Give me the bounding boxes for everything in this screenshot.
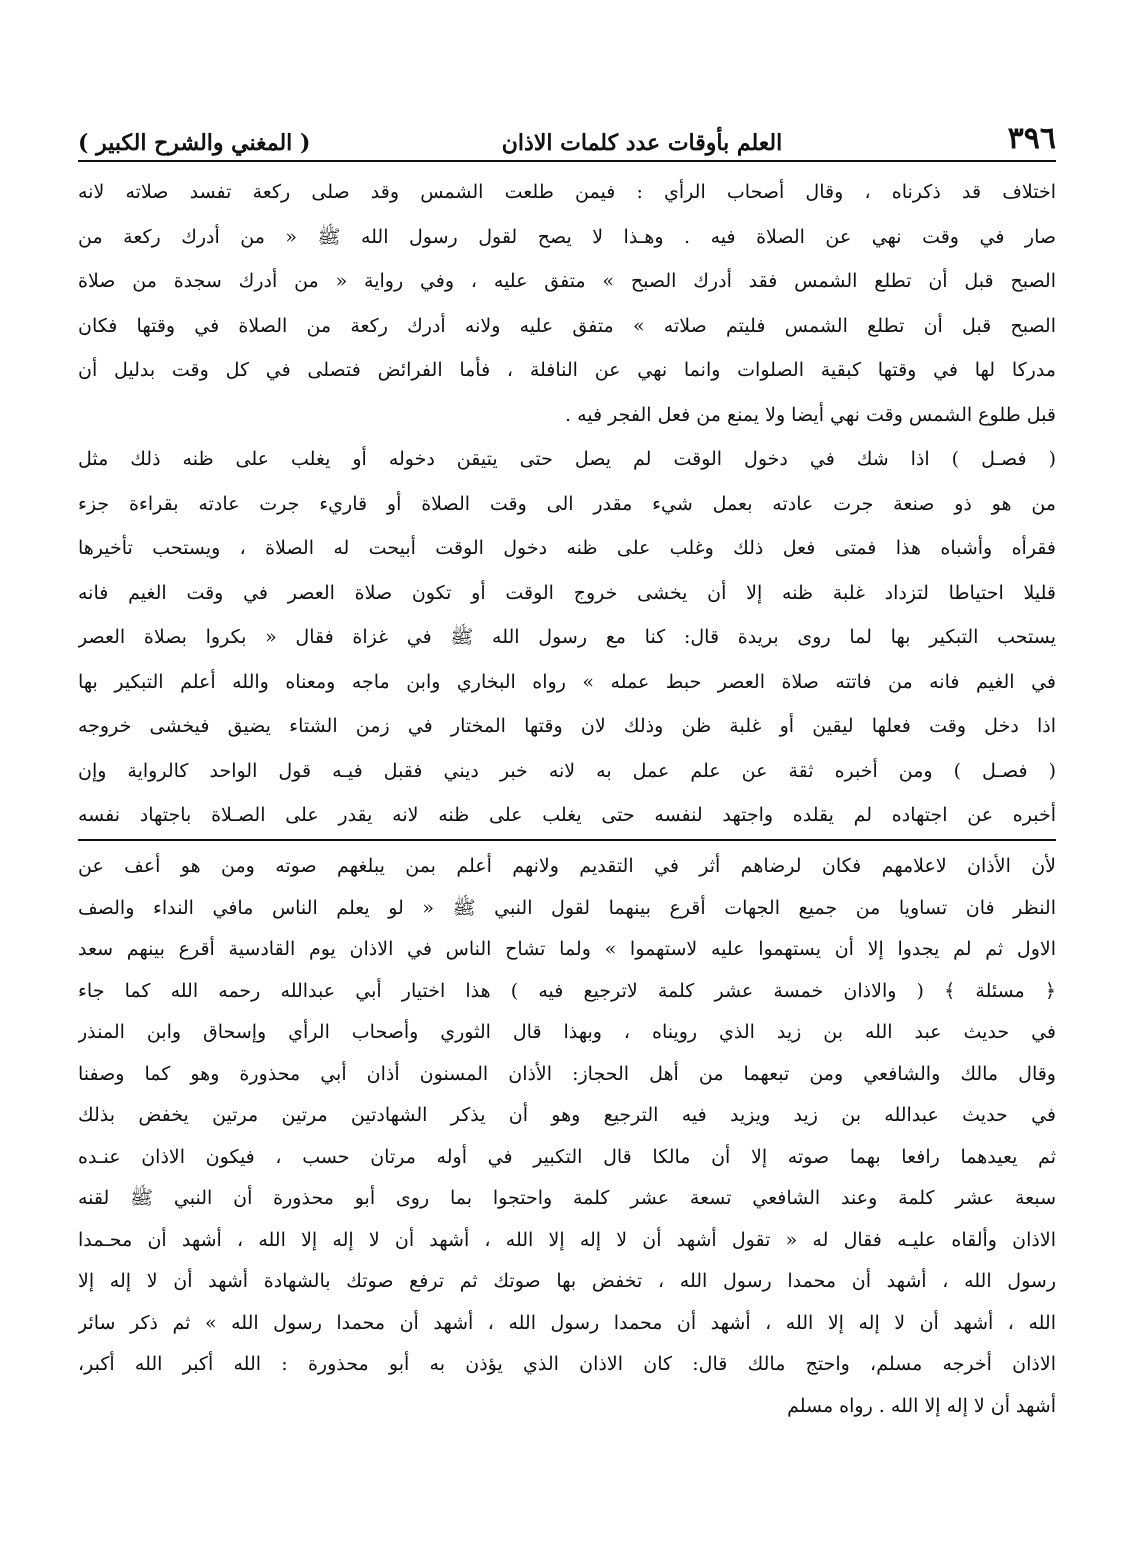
text-line: رسول الله ، أشهد أن محمدا رسول الله ، تخفض بها صوتك ثم ترفع صوتك بالشهادة أشهد أن لا إله إلا <box>78 1270 1056 1292</box>
text-line: لأن الأذان لاعلامهم فكان لرضاهم أثر في التقديم ولانهم أعلم بمن يبلغهم صوته ومن هو أعف عن <box>78 855 1056 877</box>
page-header <box>78 112 1056 156</box>
text-line: اذا دخل وقت فعلها ليقين أو غلبة ظن وذلك لان وقتها المختار في زمن الشتاء يضيق فيخشى خروجه <box>78 715 1056 737</box>
text-line: قبل طلوع الشمس وقت نهي أيضا ولا يمنع من فعل الفجر فيه . <box>565 403 1056 426</box>
text-line: في الغيم فانه من فاتته صلاة العصر حبط عمله » رواه البخاري وابن ماجه ومعناه والله أعلم التبكير بها <box>78 670 1056 693</box>
header-rule <box>78 160 1056 162</box>
text-line: أخبره عن اجتهاده لم يقلده واجتهد لنفسه حتى يغلب على ظنه لانه يقدر على الصـلاة باجتهاد نفسه <box>78 804 1056 826</box>
text-line: الاول ثم لم يجدوا إلا أن يستهموا عليه لاستهموا » ولما تشاح الناس في الاذان يوم القادسية أقرع بينهم سعد <box>78 938 1056 960</box>
text-line: سبعة عشر كلمة وعند الشافعي تسعة عشر كلمة واحتجوا بما روى أبو محذورة أن النبي ﷺ لقنه <box>78 1187 1056 1209</box>
text-line: يستحب التبكير بها لما روى بريدة قال: كنا مع رسول الله ﷺ في غزاة فقال « بكروا بصلاة العصر <box>78 626 1056 648</box>
text-line: وقال مالك والشافعي ومن تبعهما من أهل الحجاز: الأذان المسنون أذان أبي محذورة وهو كما وصفنا <box>78 1062 1056 1085</box>
book-title: ( المغني والشرح الكبير ) <box>78 130 311 156</box>
text-line: ﴿ مسئلة ﴾ ( والاذان خمسة عشر كلمة لاترجيع فيه ) هذا اختيار أبي عبدالله رحمه الله كما جاء <box>78 979 1056 1002</box>
commentary-text <box>78 846 1056 1427</box>
text-line: الصبح قبل أن تطلع الشمس فليتم صلاته » متفق عليه ولانه أدرك ركعة من الصلاة في وقتها فكان <box>78 314 1056 337</box>
main-text <box>78 170 1056 838</box>
text-line: ( فصـل ) اذا شك في دخول الوقت لم يصل حتى يتيقن دخوله أو يغلب على ظنه ذلك مثل <box>78 448 1056 470</box>
text-line: اختلاف قد ذكرناه ، وقال أصحاب الرأي : فيمن طلعت الشمس وقد صلى ركعة تفسد صلاته لانه <box>78 181 1056 203</box>
text-line: الاذان وألقاه عليـه فقال له « تقول أشهد أن لا إله إلا الله ، أشهد أن لا إله إلا الله ، أشهد أن محـمدا <box>78 1228 1056 1251</box>
section-divider <box>78 839 1056 841</box>
text-line: صار في وقت نهي عن الصلاة فيه . وهـذا لا يصح لقول رسول الله ﷺ « من أدرك ركعة من <box>78 225 1056 248</box>
text-line: النظر فان تساويا من جميع الجهات أقرع بينهما لقول النبي ﷺ « لو يعلم الناس مافي النداء والصف <box>78 896 1056 919</box>
page-number: ٣٩٦ <box>1007 121 1056 156</box>
text-line: في حديث عبد الله بن زيد الذي رويناه ، وبهذا قال الثوري وأصحاب الرأي وإسحاق وابن المنذر <box>78 1021 1056 1043</box>
text-line: في حديث عبدالله بن زيد ويزيد فيه الترجيع وهو أن يذكر الشهادتين مرتين مرتين يخفض بذلك <box>78 1104 1056 1126</box>
text-line: ( فصـل ) ومن أخبره ثقة عن علم عمل به لانه خبر ديني فقبل فيـه قول الواحد كالرواية وإن <box>78 759 1056 782</box>
text-line: الصبح قبل أن تطلع الشمس فقد أدرك الصبح » متفق عليه ، وفي رواية « من أدرك سجدة من صلاة <box>78 270 1056 292</box>
text-line: قليلا احتياطا لتزداد غلبة ظنه إلا أن يخشى خروج الوقت أو تكون صلاة العصر في وقت الغيم فانه <box>78 581 1056 604</box>
text-line: الاذان أخرجه مسلم، واحتج مالك قال: كان الاذان الذي يؤذن به أبو محذورة : الله أكبر الله أكبر، <box>78 1353 1056 1375</box>
text-line: مدركا لها في وقتها كبقية الصلوات وانما نهي عن النافلة ، فأما الفرائض فتصلى في كل وقت بدليل أن <box>78 359 1056 381</box>
text-line: الله ، أشهد أن لا إله إلا الله ، أشهد أن محمدا رسول الله ، أشهد أن محمدا رسول الله » ثم ذكر سائر <box>78 1311 1056 1334</box>
text-line: أشهد أن لا إله إلا الله . رواه مسلم <box>787 1394 1056 1417</box>
text-line: من هو ذو صنعة جرت عادته بعمل شيء مقدر الى وقت الصلاة أو قاريء جرت عادته بقراءة جزء <box>78 492 1056 515</box>
text-line: ثم يعيدهما رافعا بهما صوته إلا أن مالكا قال التكبير في أوله مرتان حسب ، فيكون الاذان عنـده <box>78 1145 1056 1168</box>
text-line: فقرأه وأشباه هذا فمتى فعل ذلك وغلب على ظنه دخول الوقت أبيحت له الصلاة ، ويستحب تأخيرها <box>78 537 1056 559</box>
running-title: العلم بأوقات عدد كلمات الاذان <box>501 130 783 156</box>
